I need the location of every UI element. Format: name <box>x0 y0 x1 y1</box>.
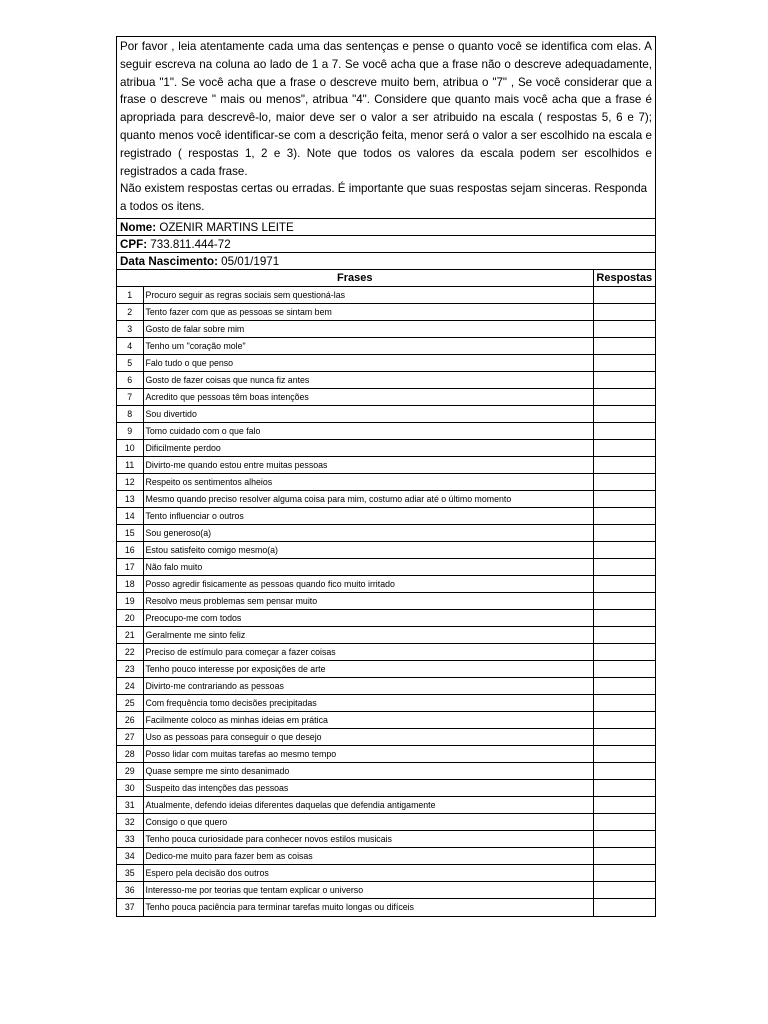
table-row <box>117 576 655 593</box>
row-number: 8 <box>117 406 143 423</box>
answer-cell[interactable] <box>593 491 655 508</box>
row-number: 27 <box>117 729 143 746</box>
row-number: 6 <box>117 372 143 389</box>
row-number: 12 <box>117 474 143 491</box>
table-row <box>117 729 655 746</box>
instructions-block <box>117 37 655 219</box>
row-number: 5 <box>117 355 143 372</box>
row-phrase: Facilmente coloco as minhas ideias em prática <box>143 712 593 729</box>
table-row <box>117 593 655 610</box>
answer-cell[interactable] <box>593 440 655 457</box>
birth-date-label: Data Nascimento: <box>120 254 218 268</box>
answer-cell[interactable] <box>593 678 655 695</box>
phrases-table <box>117 270 655 916</box>
answer-cell[interactable] <box>593 287 655 304</box>
row-phrase: Dificilmente perdoo <box>143 440 593 457</box>
answer-cell[interactable] <box>593 406 655 423</box>
answer-cell[interactable] <box>593 729 655 746</box>
table-row <box>117 355 655 372</box>
answer-cell[interactable] <box>593 389 655 406</box>
cpf-label: CPF: <box>120 237 148 251</box>
answer-cell[interactable] <box>593 899 655 916</box>
table-row <box>117 882 655 899</box>
row-phrase: Tento influenciar o outros <box>143 508 593 525</box>
answer-cell[interactable] <box>593 763 655 780</box>
row-phrase: Tenho pouca curiosidade para conhecer novos estilos musicais <box>143 831 593 848</box>
answer-cell[interactable] <box>593 423 655 440</box>
row-phrase: Atualmente, defendo ideias diferentes daquelas que defendia antigamente <box>143 797 593 814</box>
row-phrase: Procuro seguir as regras sociais sem questioná-las <box>143 287 593 304</box>
table-row <box>117 865 655 882</box>
table-row <box>117 406 655 423</box>
answer-cell[interactable] <box>593 355 655 372</box>
table-row <box>117 474 655 491</box>
table-row <box>117 899 655 916</box>
table-row <box>117 559 655 576</box>
row-phrase: Tento fazer com que as pessoas se sintam bem <box>143 304 593 321</box>
table-row <box>117 831 655 848</box>
table-row <box>117 712 655 729</box>
table-row <box>117 287 655 304</box>
row-number: 32 <box>117 814 143 831</box>
answer-cell[interactable] <box>593 542 655 559</box>
row-phrase: Gosto de fazer coisas que nunca fiz antes <box>143 372 593 389</box>
birth-date-value: 05/01/1971 <box>221 254 280 268</box>
row-number: 36 <box>117 882 143 899</box>
row-number: 15 <box>117 525 143 542</box>
table-row <box>117 525 655 542</box>
row-number: 3 <box>117 321 143 338</box>
table-row <box>117 627 655 644</box>
row-phrase: Mesmo quando preciso resolver alguma coisa para mim, costumo adiar até o último momento <box>143 491 593 508</box>
answer-cell[interactable] <box>593 661 655 678</box>
name-value: OZENIR MARTINS LEITE <box>159 220 294 234</box>
row-phrase: Não falo muito <box>143 559 593 576</box>
answer-cell[interactable] <box>593 304 655 321</box>
row-phrase: Resolvo meus problemas sem pensar muito <box>143 593 593 610</box>
name-row <box>117 219 655 236</box>
row-phrase: Geralmente me sinto feliz <box>143 627 593 644</box>
row-phrase: Gosto de falar sobre mim <box>143 321 593 338</box>
answer-cell[interactable] <box>593 865 655 882</box>
table-row <box>117 763 655 780</box>
answer-cell[interactable] <box>593 372 655 389</box>
table-row <box>117 508 655 525</box>
answer-cell[interactable] <box>593 457 655 474</box>
answer-cell[interactable] <box>593 593 655 610</box>
answer-cell[interactable] <box>593 338 655 355</box>
row-phrase: Tenho pouca paciência para terminar tarefas muito longas ou difíceis <box>143 899 593 916</box>
row-phrase: Divirto-me contrariando as pessoas <box>143 678 593 695</box>
answer-cell[interactable] <box>593 644 655 661</box>
table-header-row <box>117 270 655 287</box>
birth-date-row <box>117 253 655 270</box>
table-row <box>117 372 655 389</box>
answer-cell[interactable] <box>593 508 655 525</box>
row-number: 18 <box>117 576 143 593</box>
row-phrase: Estou satisfeito comigo mesmo(a) <box>143 542 593 559</box>
row-phrase: Quase sempre me sinto desanimado <box>143 763 593 780</box>
answer-cell[interactable] <box>593 695 655 712</box>
table-row <box>117 746 655 763</box>
row-number: 14 <box>117 508 143 525</box>
answer-cell[interactable] <box>593 831 655 848</box>
cpf-value: 733.811.444-72 <box>150 237 231 251</box>
table-row <box>117 457 655 474</box>
row-phrase: Posso agredir fisicamente as pessoas quando fico muito irritado <box>143 576 593 593</box>
row-number: 13 <box>117 491 143 508</box>
answer-cell[interactable] <box>593 746 655 763</box>
table-row <box>117 610 655 627</box>
answer-cell[interactable] <box>593 559 655 576</box>
row-number: 10 <box>117 440 143 457</box>
answer-cell[interactable] <box>593 882 655 899</box>
table-row <box>117 644 655 661</box>
row-phrase: Falo tudo o que penso <box>143 355 593 372</box>
table-row <box>117 797 655 814</box>
row-phrase: Dedico-me muito para fazer bem as coisas <box>143 848 593 865</box>
row-phrase: Sou generoso(a) <box>143 525 593 542</box>
row-number: 25 <box>117 695 143 712</box>
answer-cell[interactable] <box>593 576 655 593</box>
row-number: 20 <box>117 610 143 627</box>
row-number: 34 <box>117 848 143 865</box>
phrases-column-header: Frases <box>117 270 593 287</box>
table-row <box>117 389 655 406</box>
row-phrase: Respeito os sentimentos alheios <box>143 474 593 491</box>
instructions-paragraph-1: Por favor , leia atentamente cada uma das sentenças e pense o quanto você se identifica com elas. A seguir escreva na coluna ao lado de 1 a 7. Se você acha que a frase não o descreve adequadamente, atribua "1". Se você acha que a frase o descreve muito bem, atribua o "7" , Se você considerar que a frase o descreve " mais ou menos", atribua "4". Considere que quanto mais você acha que a frase é apropriada para descrevê-lo, maior deve ser o valor a ser atribuido na escala ( respostas 5, 6 e 7); quanto menos você identificar-se com a descrição feita, menor será o valor a ser escolhido na escala e registrado ( respostas 1, 2 e 3). Note que todos os valores da escala podem ser escolhidos e registrados a cada frase. <box>120 40 652 178</box>
table-row <box>117 338 655 355</box>
row-phrase: Tenho um "coração mole" <box>143 338 593 355</box>
row-number: 37 <box>117 899 143 916</box>
row-number: 2 <box>117 304 143 321</box>
answer-cell[interactable] <box>593 474 655 491</box>
row-number: 9 <box>117 423 143 440</box>
row-number: 19 <box>117 593 143 610</box>
row-number: 29 <box>117 763 143 780</box>
row-phrase: Com frequência tomo decisões precipitadas <box>143 695 593 712</box>
table-row <box>117 814 655 831</box>
table-row <box>117 423 655 440</box>
row-phrase: Preciso de estímulo para começar a fazer coisas <box>143 644 593 661</box>
answer-cell[interactable] <box>593 814 655 831</box>
answer-cell[interactable] <box>593 848 655 865</box>
row-number: 17 <box>117 559 143 576</box>
row-number: 4 <box>117 338 143 355</box>
answers-column-header: Respostas <box>593 270 655 287</box>
table-row <box>117 491 655 508</box>
table-row <box>117 780 655 797</box>
table-row <box>117 304 655 321</box>
row-number: 7 <box>117 389 143 406</box>
answer-cell[interactable] <box>593 321 655 338</box>
table-row <box>117 678 655 695</box>
answer-cell[interactable] <box>593 627 655 644</box>
row-number: 1 <box>117 287 143 304</box>
row-number: 31 <box>117 797 143 814</box>
table-row <box>117 695 655 712</box>
answer-cell[interactable] <box>593 780 655 797</box>
row-number: 28 <box>117 746 143 763</box>
cpf-row <box>117 236 655 253</box>
row-phrase: Espero pela decisão dos outros <box>143 865 593 882</box>
row-phrase: Tomo cuidado com o que falo <box>143 423 593 440</box>
row-phrase: Uso as pessoas para conseguir o que desejo <box>143 729 593 746</box>
row-phrase: Posso lidar com muitas tarefas ao mesmo tempo <box>143 746 593 763</box>
table-row <box>117 542 655 559</box>
row-number: 33 <box>117 831 143 848</box>
row-number: 22 <box>117 644 143 661</box>
row-phrase: Tenho pouco interesse por exposições de arte <box>143 661 593 678</box>
questionnaire-sheet <box>116 36 656 917</box>
row-phrase: Preocupo-me com todos <box>143 610 593 627</box>
row-number: 11 <box>117 457 143 474</box>
table-row <box>117 440 655 457</box>
table-row <box>117 661 655 678</box>
row-number: 21 <box>117 627 143 644</box>
row-phrase: Acredito que pessoas têm boas intenções <box>143 389 593 406</box>
row-phrase: Divirto-me quando estou entre muitas pessoas <box>143 457 593 474</box>
row-phrase: Consigo o que quero <box>143 814 593 831</box>
row-phrase: Sou divertido <box>143 406 593 423</box>
answer-cell[interactable] <box>593 525 655 542</box>
row-phrase: Interesso-me por teorias que tentam explicar o universo <box>143 882 593 899</box>
row-number: 30 <box>117 780 143 797</box>
answer-cell[interactable] <box>593 610 655 627</box>
row-phrase: Suspeito das intenções das pessoas <box>143 780 593 797</box>
name-label: Nome: <box>120 220 157 234</box>
row-number: 23 <box>117 661 143 678</box>
answer-cell[interactable] <box>593 797 655 814</box>
row-number: 26 <box>117 712 143 729</box>
instructions-paragraph-2: Não existem respostas certas ou erradas. É importante que suas respostas sejam sinceras. Responda a todos os itens. <box>120 182 648 214</box>
table-row <box>117 848 655 865</box>
row-number: 35 <box>117 865 143 882</box>
row-number: 24 <box>117 678 143 695</box>
row-number: 16 <box>117 542 143 559</box>
table-row <box>117 321 655 338</box>
answer-cell[interactable] <box>593 712 655 729</box>
